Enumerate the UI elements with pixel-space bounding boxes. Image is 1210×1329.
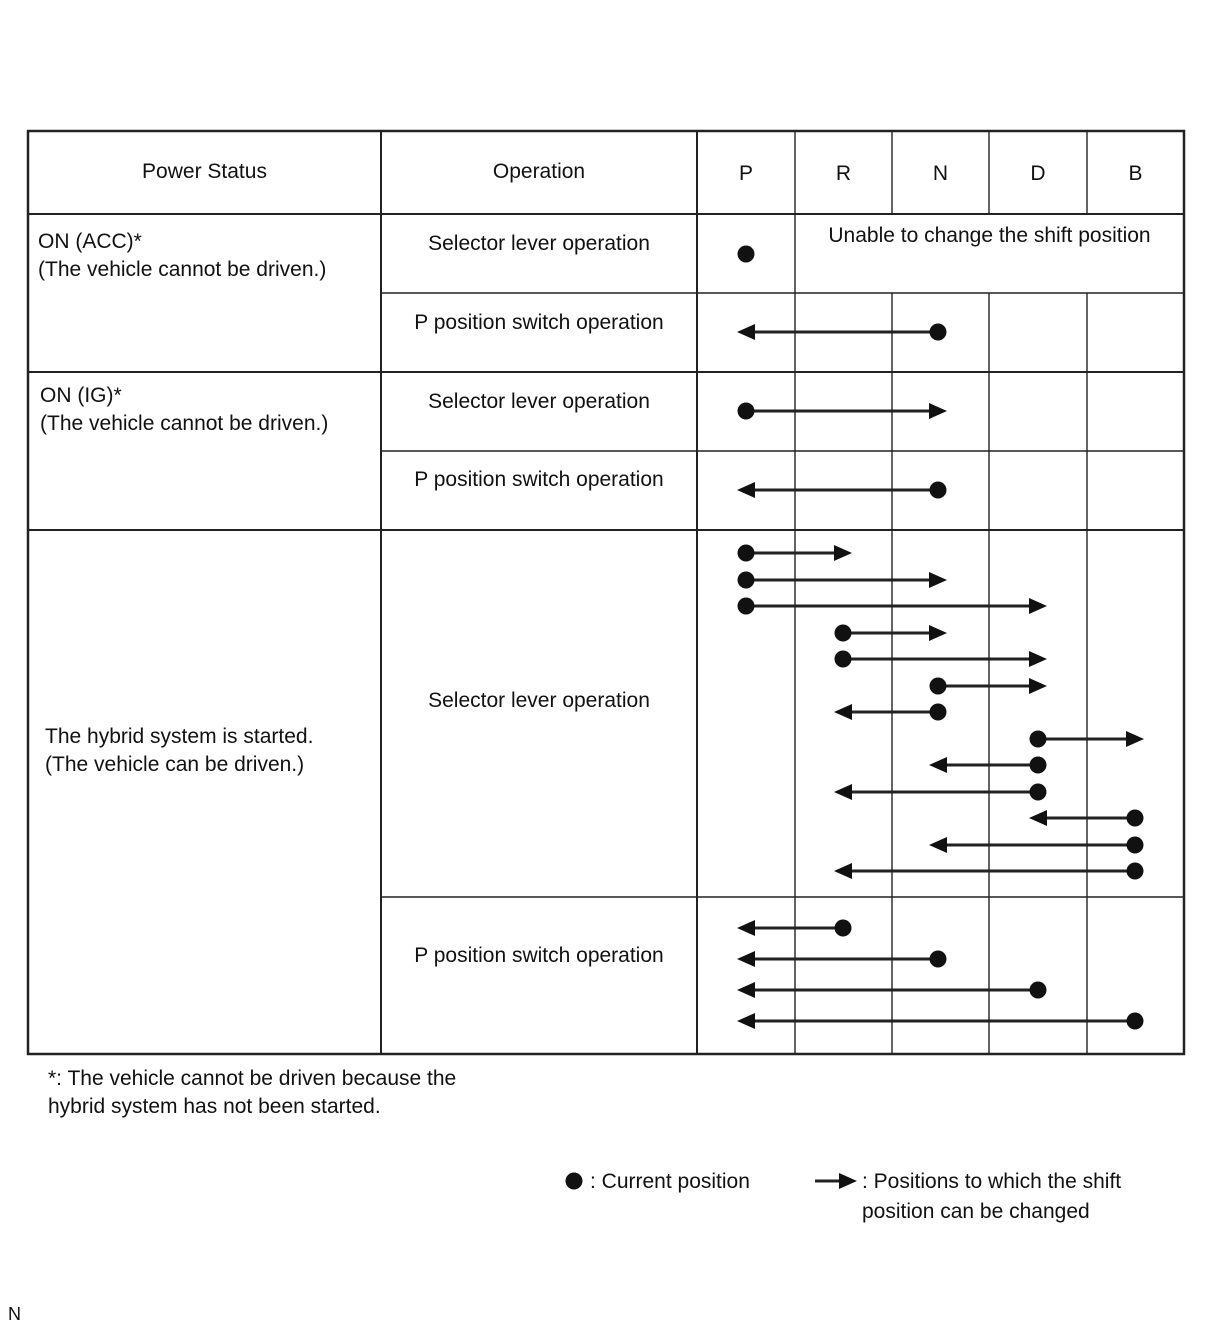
dot-n <box>930 482 947 499</box>
dot-r <box>835 625 852 642</box>
arrow-n-to-p-head <box>737 951 755 967</box>
arrow-d-to-r-head <box>834 784 852 800</box>
header-position-b: B <box>1128 162 1143 185</box>
dot-d <box>1030 757 1047 774</box>
current-position-dot <box>738 246 755 263</box>
status-ig-title: ON (IG)* <box>40 384 122 407</box>
header-position-p: P <box>738 162 753 185</box>
dot-d <box>1030 784 1047 801</box>
status-ig-subtitle: (The vehicle cannot be driven.) <box>40 412 329 435</box>
arrow-p-to-d-head <box>1029 598 1047 614</box>
status-acc-subtitle: (The vehicle cannot be driven.) <box>38 258 327 281</box>
status-acc-title: ON (ACC)* <box>38 230 142 253</box>
arrow-r-to-p-head <box>737 920 755 936</box>
arrow-d-to-n-head <box>929 757 947 773</box>
dot-p <box>738 403 755 420</box>
header-position-n: N <box>932 162 949 185</box>
unable-to-change-note: Unable to change the shift position <box>828 224 1151 247</box>
operation-acc-selector: Selector lever operation <box>428 232 650 255</box>
dot-d <box>1030 982 1047 999</box>
dot-n <box>930 678 947 695</box>
status-started-subtitle: (The vehicle can be driven.) <box>45 753 305 776</box>
operation-ig-selector: Selector lever operation <box>428 390 650 413</box>
arrow-r-to-d-head <box>1029 651 1047 667</box>
legend-current-position-label: : Current position <box>590 1170 750 1193</box>
dot-n <box>930 951 947 968</box>
dot-b <box>1127 1013 1144 1030</box>
header-power-status: Power Status <box>142 160 267 183</box>
legend-arrow-icon-head <box>839 1173 857 1189</box>
arrow-b-to-d-head <box>1029 810 1047 826</box>
header-position-d: D <box>1030 162 1046 185</box>
arrow-b-to-n-head <box>929 837 947 853</box>
dot-b <box>1127 837 1144 854</box>
header-operation: Operation <box>492 160 586 183</box>
legend-dot-icon <box>566 1173 583 1190</box>
operation-ig-p-switch: P position switch operation <box>414 468 664 491</box>
dot-n <box>930 704 947 721</box>
arrow-d-to-p-head <box>737 982 755 998</box>
operation-started-selector: Selector lever operation <box>428 689 650 712</box>
dot-p <box>738 545 755 562</box>
arrow-n-to-d-head <box>1029 678 1047 694</box>
arrow-b-to-p-head <box>737 1013 755 1029</box>
dot-b <box>1127 863 1144 880</box>
dot-r <box>835 651 852 668</box>
operation-started-p-switch: P position switch operation <box>414 944 664 967</box>
legend-changeable-label-line1: : Positions to which the shift <box>862 1170 1122 1193</box>
arrow-p-to-r-head <box>834 545 852 561</box>
footnote-line2: hybrid system has not been started. <box>48 1095 381 1118</box>
arrow-b-to-r-head <box>834 863 852 879</box>
operation-acc-p-switch: P position switch operation <box>414 311 664 334</box>
legend-changeable-label-line2: position can be changed <box>862 1200 1090 1223</box>
arrow-n-to-p-head <box>737 324 755 340</box>
status-started-title: The hybrid system is started. <box>45 725 314 748</box>
dot-p <box>738 572 755 589</box>
transition-symbols <box>737 246 1144 1030</box>
footnote-line1: *: The vehicle cannot be driven because the <box>48 1067 457 1090</box>
arrow-n-to-r-head <box>834 704 852 720</box>
arrow-d-to-b-head <box>1126 731 1144 747</box>
arrow-r-to-n-head <box>929 625 947 641</box>
dot-r <box>835 920 852 937</box>
corner-label: N <box>8 1304 21 1324</box>
dot-d <box>1030 731 1047 748</box>
dot-p <box>738 598 755 615</box>
arrow-n-to-p-head <box>737 482 755 498</box>
header-position-r: R <box>835 162 852 185</box>
arrow-p-to-n-head <box>929 572 947 588</box>
dot-b <box>1127 810 1144 827</box>
dot-n <box>930 324 947 341</box>
arrow-p-to-n-head <box>929 403 947 419</box>
